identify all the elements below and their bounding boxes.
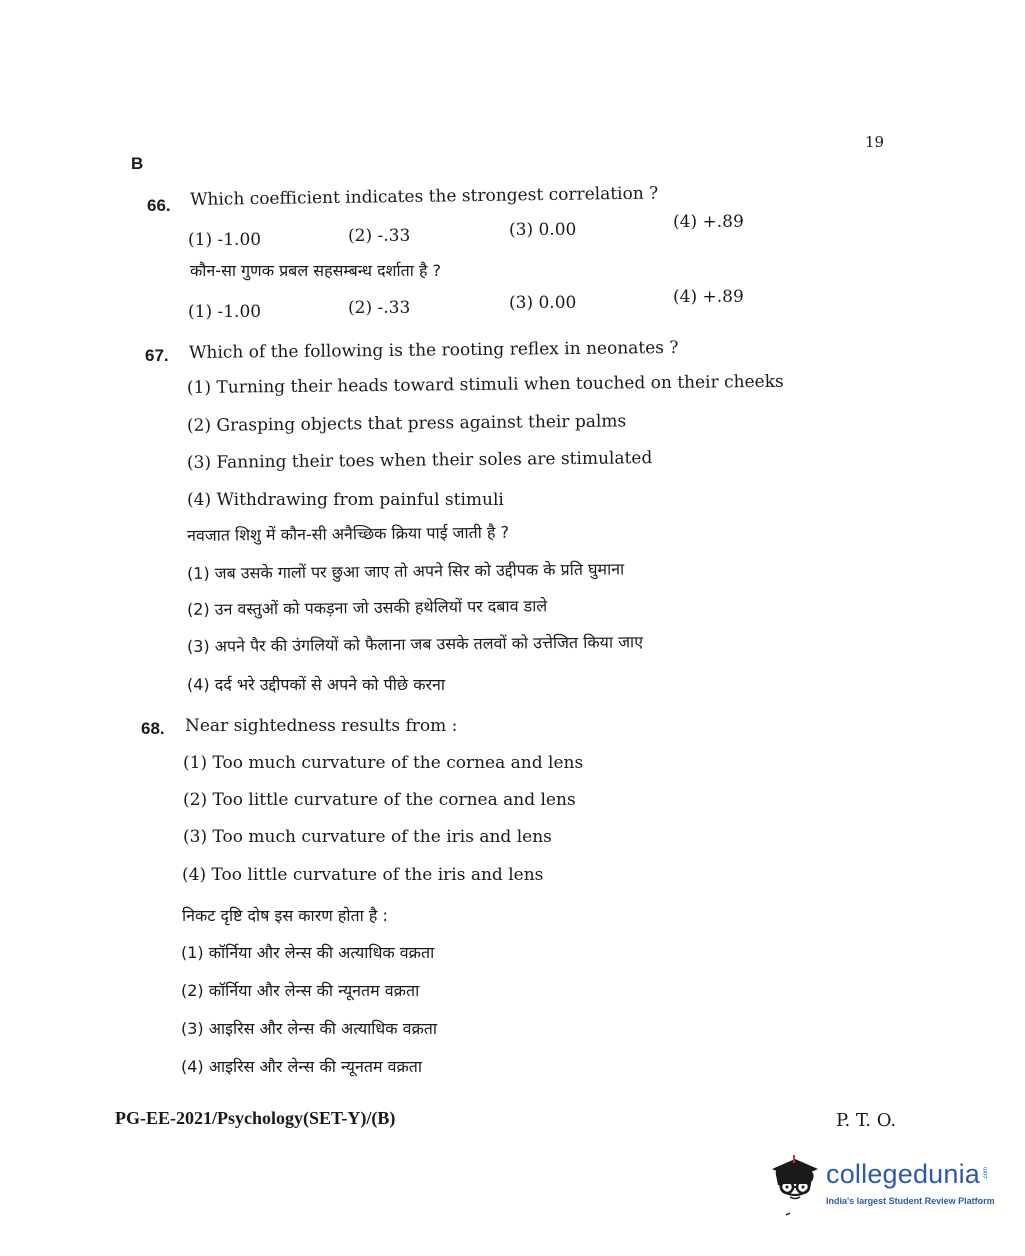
option-3: (3) Too much curvature of the iris and lens xyxy=(183,827,552,847)
question-text-hindi: निकट दृष्टि दोष इस कारण होता है : xyxy=(182,906,388,925)
hindi-option-1: (1) जब उसके गालों पर छुआ जाए तो अपने सिर को उद्दीपक के प्रति घुमाना xyxy=(186,559,625,583)
brand-domain: .com xyxy=(983,1167,989,1181)
page-number: 19 xyxy=(865,133,885,151)
hindi-option-3: (3) 0.00 xyxy=(509,293,577,313)
hindi-option-1: (1) -1.00 xyxy=(188,302,262,322)
question-text-hindi: कौन-सा गुणक प्रबल सहसम्बन्ध दर्शाता है ? xyxy=(190,261,442,280)
brand-tagline: India's largest Student Review Platform xyxy=(826,1196,995,1206)
option-1: (1) -1.00 xyxy=(188,230,262,250)
hindi-option-2: (2) कॉर्निया और लेन्स की न्यूनतम वक्रता xyxy=(181,981,420,1000)
paper-code: PG-EE-2021/Psychology(SET-Y)/(B) xyxy=(115,1108,396,1128)
option-1: (1) Turning their heads toward stimuli when touched on their cheeks xyxy=(186,371,784,398)
hindi-option-1: (1) कॉर्निया और लेन्स की अत्याधिक वक्रता xyxy=(181,943,435,962)
option-1: (1) Too much curvature of the cornea and lens xyxy=(183,753,584,773)
option-2: (2) -.33 xyxy=(348,226,411,246)
hindi-option-2: (2) उन वस्तुओं को पकड़ना जो उसकी हथेलियों पर दबाव डाले xyxy=(186,596,548,619)
hindi-option-4: (4) दर्द भरे उद्दीपकों से अपने को पीछे करना xyxy=(187,675,446,694)
option-2: (2) Too little curvature of the cornea and lens xyxy=(183,790,576,810)
hindi-option-4: (4) आइरिस और लेन्स की न्यूनतम वक्रता xyxy=(181,1057,423,1076)
set-letter: B xyxy=(131,154,144,173)
option-3: (3) Fanning their toes when their soles are stimulated xyxy=(186,448,653,473)
question-number: 68. xyxy=(141,719,165,738)
pto-label: P. T. O. xyxy=(836,1110,897,1131)
option-2: (2) Grasping objects that press against their palms xyxy=(186,411,627,436)
question-number: 67. xyxy=(145,346,169,365)
brand-name: collegedunia xyxy=(826,1159,981,1189)
question-text: Near sightedness results from : xyxy=(185,716,458,736)
option-4: (4) Too little curvature of the iris and lens xyxy=(182,865,544,885)
mascot-icon xyxy=(766,1153,824,1219)
hindi-option-3: (3) आइरिस और लेन्स की अत्याधिक वक्रता xyxy=(181,1019,438,1038)
hindi-option-2: (2) -.33 xyxy=(348,298,411,318)
question-text: Which of the following is the rooting reflex in neonates ? xyxy=(188,337,679,363)
hindi-option-3: (3) अपने पैर की उंगलियों को फैलाना जब उसके तलवों को उत्तेजित किया जाए xyxy=(186,632,644,656)
question-text-hindi: नवजात शिशु में कौन-सी अनैच्छिक क्रिया पाई जाती है ? xyxy=(186,522,510,545)
collegedunia-watermark xyxy=(766,1153,996,1223)
question-text: Which coefficient indicates the strongest correlation ? xyxy=(189,183,659,210)
option-4: (4) +.89 xyxy=(673,212,744,232)
question-number: 66. xyxy=(147,196,171,215)
option-4: (4) Withdrawing from painful stimuli xyxy=(187,490,504,510)
hindi-option-4: (4) +.89 xyxy=(673,287,744,307)
option-3: (3) 0.00 xyxy=(509,220,577,240)
